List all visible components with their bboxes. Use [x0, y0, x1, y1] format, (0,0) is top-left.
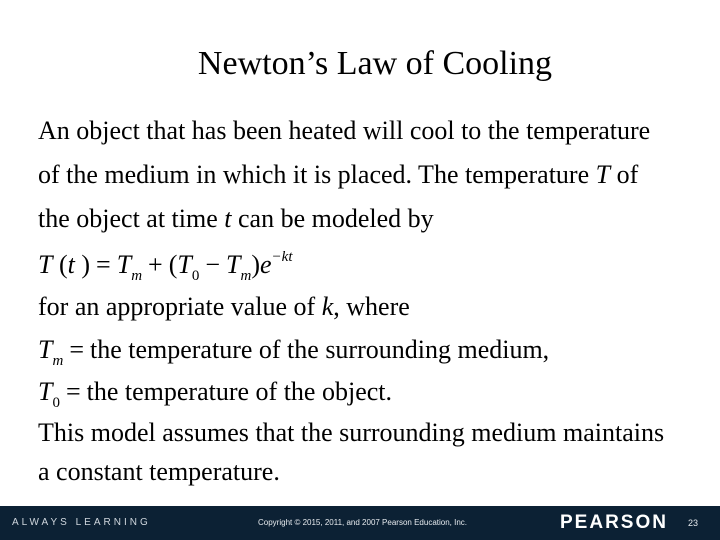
- body-line-8: This model assumes that the surrounding medium maintains: [38, 418, 665, 447]
- formula-Tm: T: [226, 250, 241, 279]
- def-equals: =: [69, 335, 84, 364]
- body-line-2: [38, 160, 638, 190]
- formula-Tm: T: [116, 250, 132, 279]
- body-text: the object at time: [38, 204, 225, 233]
- body-text: of: [610, 160, 639, 189]
- variable-t: t: [224, 204, 232, 233]
- formula-minus: −: [205, 250, 221, 279]
- variable-T: T: [595, 160, 611, 189]
- def-sub-m: m: [52, 353, 64, 369]
- formula-paren: ): [251, 250, 260, 279]
- formula-sub-0: 0: [191, 268, 200, 284]
- formula-e: e: [260, 250, 272, 279]
- definition-T0: [38, 377, 392, 411]
- slide-title: Newton’s Law of Cooling: [197, 45, 553, 82]
- def-equals: =: [65, 377, 81, 406]
- body-text: of the medium in which it is placed. The temperature: [38, 160, 596, 189]
- body-text: can be modeled by: [231, 204, 434, 233]
- page-number: 23: [687, 518, 698, 528]
- def-text: the temperature of the surrounding medium,: [89, 335, 550, 364]
- formula-equals: =: [96, 250, 111, 279]
- def-T: T: [38, 335, 53, 364]
- formula-T0: T: [177, 250, 192, 279]
- formula-sub-m: m: [131, 268, 143, 284]
- variable-k: k: [321, 292, 334, 321]
- formula-T: T: [38, 250, 53, 279]
- body-text: for an appropriate value of: [38, 292, 322, 321]
- formula-paren: (: [168, 250, 178, 279]
- footer-bar: [0, 506, 720, 540]
- body-text: , where: [333, 292, 410, 321]
- def-sub-0: 0: [52, 395, 60, 411]
- formula-plus: +: [148, 250, 163, 279]
- formula-sub-m: m: [240, 268, 252, 284]
- body-line-5: [38, 292, 410, 322]
- formula-paren: ): [74, 250, 91, 279]
- body-line-1: An object that has been heated will cool to the temperature: [38, 116, 651, 145]
- footer-tagline: ALWAYS LEARNING: [12, 517, 151, 528]
- def-T: T: [38, 377, 53, 406]
- def-text: the temperature of the object.: [86, 377, 393, 406]
- body-line-9: a constant temperature.: [38, 457, 280, 486]
- definition-Tm: [38, 335, 549, 369]
- body-line-3: [38, 204, 434, 234]
- pearson-logo: PEARSON: [560, 512, 668, 533]
- cooling-formula: [38, 250, 293, 284]
- formula-exponent: −kt: [271, 249, 293, 265]
- formula-paren: (: [52, 250, 68, 279]
- formula-t: t: [67, 250, 75, 279]
- footer-copyright: Copyright © 2015, 2011, and 2007 Pearson Education, Inc.: [258, 518, 467, 527]
